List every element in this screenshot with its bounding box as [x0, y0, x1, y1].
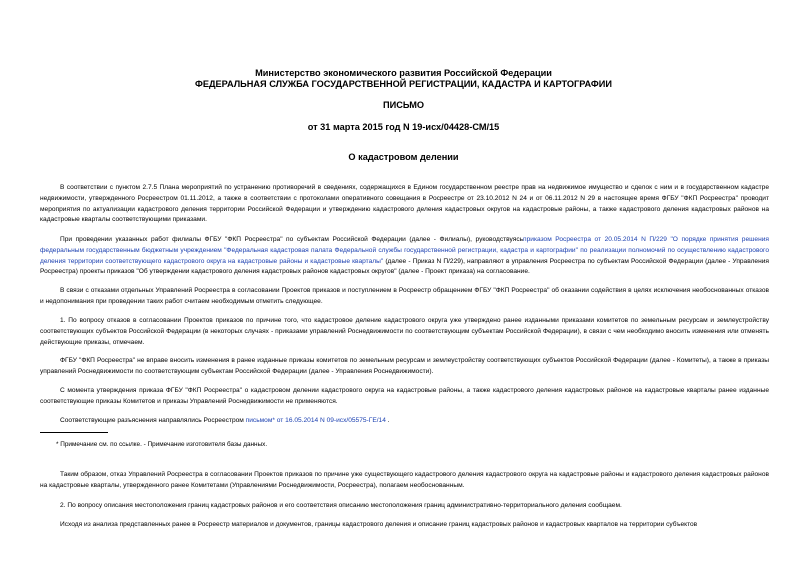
- paragraph-5: [40, 356, 769, 378]
- paragraph-9-text: 2. По вопросу описания местоположения границ кадастровых районов и его соответствия описанию местоположения границ административно-территориального деления сообщаем.: [60, 502, 622, 509]
- paragraph-10: [40, 520, 769, 531]
- paragraph-2-text-end: (далее - Приказ N П/229), направляют в управления Росреестра по субъектам Российской Федерации (далее - Управления Росреестра) проекты приказов "Об утверждении кадастрового деления кадастровых районов кадастровых округов" (далее - Проект приказа) на согласование.: [40, 257, 769, 276]
- service-name: ФЕДЕРАЛЬНАЯ СЛУЖБА ГОСУДАРСТВЕННОЙ РЕГИСТРАЦИИ, КАДАСТРА И КАРТОГРАФИИ: [195, 79, 612, 89]
- paragraph-8-text: Таким образом, отказ Управлений Росреестра в согласовании Проектов приказов по причине уже существующего кадастрового деления кадастрового округа на кадастровые районы и кадастрового деления кадастровых районов на кадастровые кварталы, утвержденного ранее Комитетами (Управлениями Роснедвижимости, Росреестра), полагаем необоснованным.: [40, 471, 769, 489]
- paragraph-4-text: 1. По вопросу отказов в согласовании Проектов приказов по причине того, что кадастровое деление кадастрового округа уже утверждено ранее изданными приказами комитетов по земельным ресурсам и землеустройству соответствующих субъектов Российской Федерации (в некоторых случаях - приказами управлений Роснедвижимости по соответствующим субъектам Российской Федерации), в связи с чем необходимо вносить изменения или отменять действующие приказы, отмечаем.: [40, 317, 769, 346]
- footnote-divider: [40, 432, 108, 433]
- document-subject: О кадастровом делении: [348, 152, 459, 162]
- letter-05575-link[interactable]: письмом* от 16.05.2014 N 09-исх/05575-ГЕ/14: [245, 417, 386, 424]
- paragraph-4: [40, 316, 769, 348]
- paragraph-2: [40, 235, 769, 278]
- paragraph-7-text-start: Соответствующие разъяснения направлялись Росреестром: [60, 417, 246, 424]
- paragraph-8: [40, 470, 769, 492]
- paragraph-7: [40, 416, 769, 427]
- paragraph-5-text: ФГБУ "ФКП Росреестра" не вправе вносить изменения в ранее изданные приказы комитетов по земельным ресурсам и землеустройству соответствующих субъектов Российской Федерации (далее - Комитеты), а также в приказы управлений Роснедвижимости по соответствующим субъектам Российской Федерации (далее - Управления Роснедвижимости).: [40, 357, 769, 375]
- paragraph-6: [40, 386, 769, 408]
- ministry-name: Министерство экономического развития Российской Федерации: [255, 68, 552, 78]
- document-date-number: от 31 марта 2015 год N 19-исх/04428-СМ/15: [307, 122, 500, 132]
- paragraph-3: [40, 286, 769, 308]
- footnote-text: * Примечание см. по ссылке. - Примечание изготовителя базы данных.: [56, 441, 268, 448]
- paragraph-3-text: В связи с отказами отдельных Управлений Росреестра в согласовании Проектов приказов и поступлением в Росреестр обращением ФГБУ "ФКП Росреестра" об оказании содействия в целях исключения необоснованных отказов и недопонимания при проведении таких работ считаем необходимым отметить следующее.: [40, 287, 769, 305]
- paragraph-2-text-start: При проведении указанных работ филиалы ФГБУ "ФКП Росреестра" по субъектам Российской Федерации (далее - Филиалы), руководствуясь: [60, 236, 524, 243]
- paragraph-1: [40, 183, 769, 226]
- paragraph-10-text: Исходя из анализа представленных ранее в Росреестр материалов и документов, границы кадастрового деления и описание границ кадастровых районов и кадастровых кварталов на территории субъектов: [60, 521, 698, 528]
- paragraph-7-text-end: .: [385, 417, 390, 424]
- document-type: ПИСЬМО: [382, 100, 425, 110]
- order-p229-link[interactable]: приказом Росреестра от 20.05.2014 N П/229 "О порядке принятия решения федеральным государственным бюджетным учреждением "Федеральная кадастровая палата Федеральной службы государственной регистрации, кадастра и картографии" по реализации полномочий по осуществлению кадастрового деления территории соответствующего кадастрового округа на кадастровые районы и кадастровые кварталы": [40, 236, 769, 265]
- paragraph-6-text: С момента утверждения приказа ФГБУ "ФКП Росреестра" о кадастровом делении кадастрового округа на кадастровые районы, а также кадастрового деления кадастровых районов на кадастровые кварталы ранее изданные соответствующие приказы Комитетов и приказы Управлений Роснедвижимости не применяются.: [40, 387, 769, 405]
- paragraph-9: [40, 501, 769, 512]
- paragraph-1-text: В соответствии с пунктом 2.7.5 Плана мероприятий по устранению противоречий в сведениях, содержащихся в Едином государственном реестре прав на недвижимое имущество и сделок с ним и в государственном кадастре недвижимости, утвержденного Росреестром 01.11.2012, а также в соответствии с протоколами оперативного совещания в Росреестре от 23.10.2012 N 24 и от 06.11.2012 N 29 в настоящее время ФГБУ "ФКП Росреестра" проводит мероприятия по актуализации кадастрового деления территории Российской Федерации и утверждению кадастрового деления кадастровых округов на кадастровые районы, а также кадастрового деления кадастровых районов на кадастровые кварталы соответствующими приказами.: [40, 184, 769, 224]
